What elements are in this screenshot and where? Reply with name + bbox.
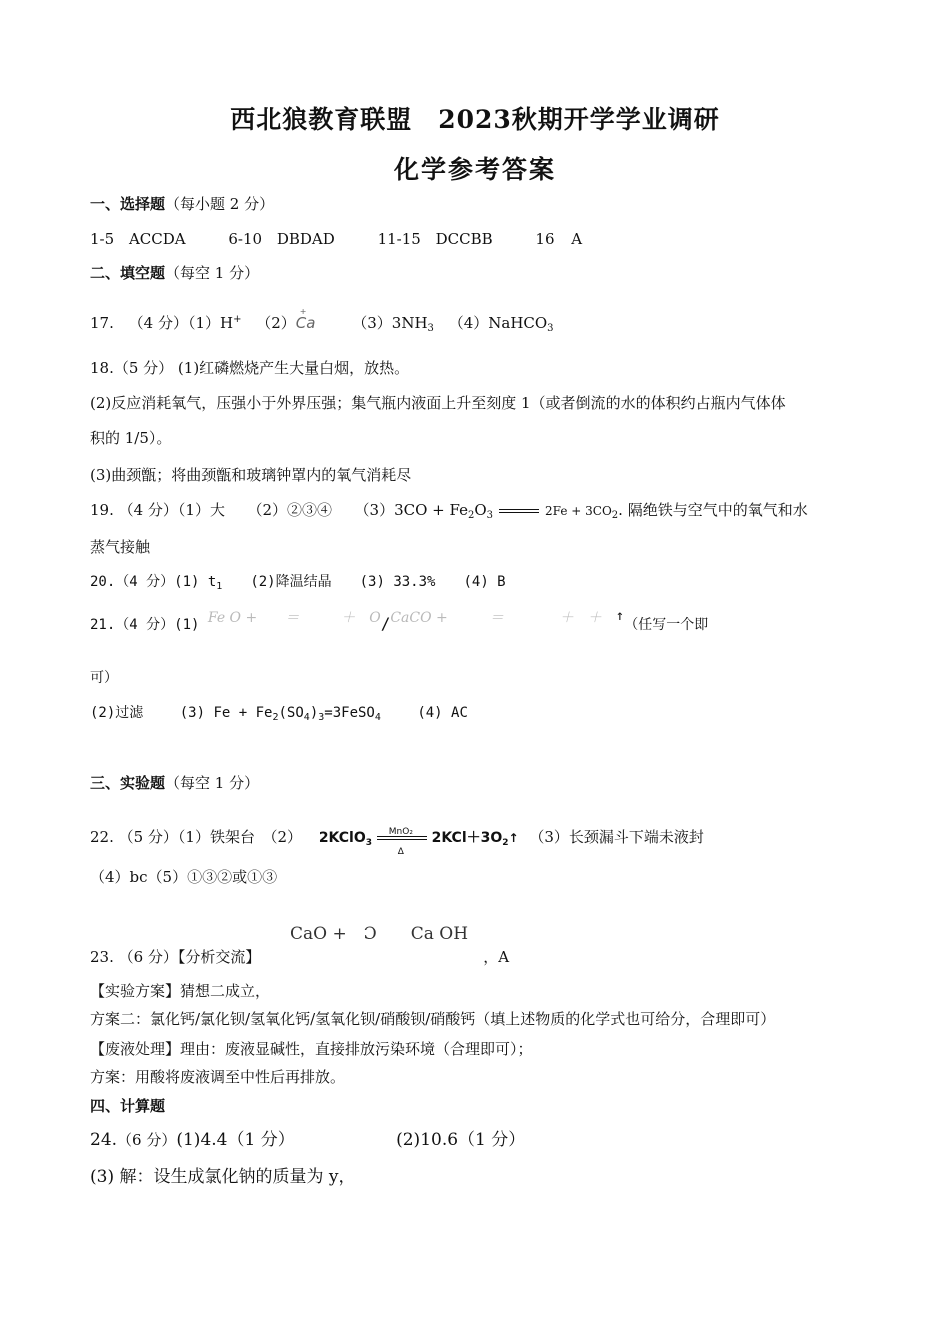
q21-line-1: 21.（4 分）(1) Fe O + ＝ ＋ O/CaCO + ＝ ＋ ＋ ↑（任写一个即 xyxy=(90,608,709,633)
mc-answer-3: DCCBB xyxy=(435,230,493,248)
section-1-heading: 一、选择题（每小题 2 分） xyxy=(90,195,275,213)
q19-line-2: 蒸气接触 xyxy=(90,538,151,556)
q17: 17. （4 分）（1）H+ （2） + Ca $(3)3NH_3$ （4）NaHCO$_3$ xyxy=(90,307,554,334)
mc-answer-4: A xyxy=(571,230,583,248)
equation-bar xyxy=(499,509,539,513)
q21-line-2: 可） xyxy=(90,670,118,686)
q22-line-1: 22. （5 分）（1）铁架台 （2） 2KClO$_3$ MnO₂ Δ $2KCl+3O_2↑$ （3）长颈漏斗下端未液封 xyxy=(90,827,704,857)
q18-line-3: 积的 1/5）。 xyxy=(90,429,172,447)
q24-line-1: 24.（6 分）(1)4.4（1 分） (2)10.6（1 分） xyxy=(90,1130,526,1150)
q18-line-1: 18.（5 分） (1)红磷燃烧产生大量白烟，放热。 xyxy=(90,359,410,377)
mc-range-1: 1-5 xyxy=(90,230,115,248)
q24-line-2: (3) 解：设生成氯化钠的质量为 y， xyxy=(90,1167,356,1187)
mc-answers xyxy=(90,229,582,249)
q18-line-4: (3)曲颈甑；将曲颈甑和玻璃钟罩内的氧气消耗尽 xyxy=(90,466,412,484)
section-3-heading: 三、实验题（每空 1 分） xyxy=(90,774,260,792)
q21-line-3: (2)过滤 (3) $Fe + Fe_2(SO_4)_3=3FeSO_4$ (4) AC xyxy=(90,705,468,723)
mc-range-4: 16 xyxy=(535,230,555,248)
q22-line-2: （4）bc（5）①③②或①③ xyxy=(90,868,278,886)
q23-plan-2: 方案二：氯化钙/氯化钡/氢氧化钙/氢氧化钡/硝酸钡/硝酸钙（填上述物质的化学式也可给分，合理即可） xyxy=(90,1010,776,1028)
section-4-heading: 四、计算题 xyxy=(90,1097,166,1115)
mc-range-3: 11-15 xyxy=(377,230,421,248)
mc-range-2: 6-10 xyxy=(228,230,263,248)
q23-waste-plan: 方案：用酸将废液调至中性后再排放。 xyxy=(90,1068,346,1086)
ca-formula: + Ca xyxy=(295,307,316,332)
q23-equation: CaO + Ɔ Ca OH xyxy=(290,924,469,944)
q19-line-1: 19. （4 分）（1）大 （2）②③④ $(3)3CO + Fe_2O_3$ $2Fe + 3CO_2$. 隔绝铁与空气中的氧气和水 xyxy=(90,501,808,521)
kclo3-equation: 2KClO$_3$ MnO₂ Δ $2KCl+3O_2↑$ xyxy=(318,827,519,857)
mc-answer-2: DBDAD xyxy=(276,230,335,248)
q18-line-2: (2)反应消耗氧气，压强小于外界压强；集气瓶内液面上升至刻度 1（或者倒流的水的体积约占瓶内气体体 xyxy=(90,394,786,412)
q21-equation-1: Fe O + ＝ ＋ O xyxy=(207,610,381,626)
reaction-condition: MnO₂ Δ xyxy=(377,830,427,846)
q23-waste-reason: 【废液处理】理由：废液显碱性，直接排放污染环境（合理即可）； xyxy=(90,1040,533,1058)
page-title: 西北狼教育联盟 2023秋期开学学业调研 xyxy=(230,105,720,134)
q23-plan: 【实验方案】猜想二成立， xyxy=(90,982,271,1000)
section-2-heading: 二、填空题（每空 1 分） xyxy=(90,264,260,282)
q23-line-1: 23. （6 分）【分析交流】 ，A xyxy=(90,948,510,966)
mc-answer-1: ACCDA xyxy=(128,230,186,248)
q20: 20.（4 分）(1) $t_1$ (2)降温结晶 (3) 33.3% (4) B xyxy=(90,574,506,592)
page-subtitle: 化学参考答案 xyxy=(393,155,556,184)
q21-equation-2: CaCO + ＝ ＋ ＋ xyxy=(390,610,616,626)
